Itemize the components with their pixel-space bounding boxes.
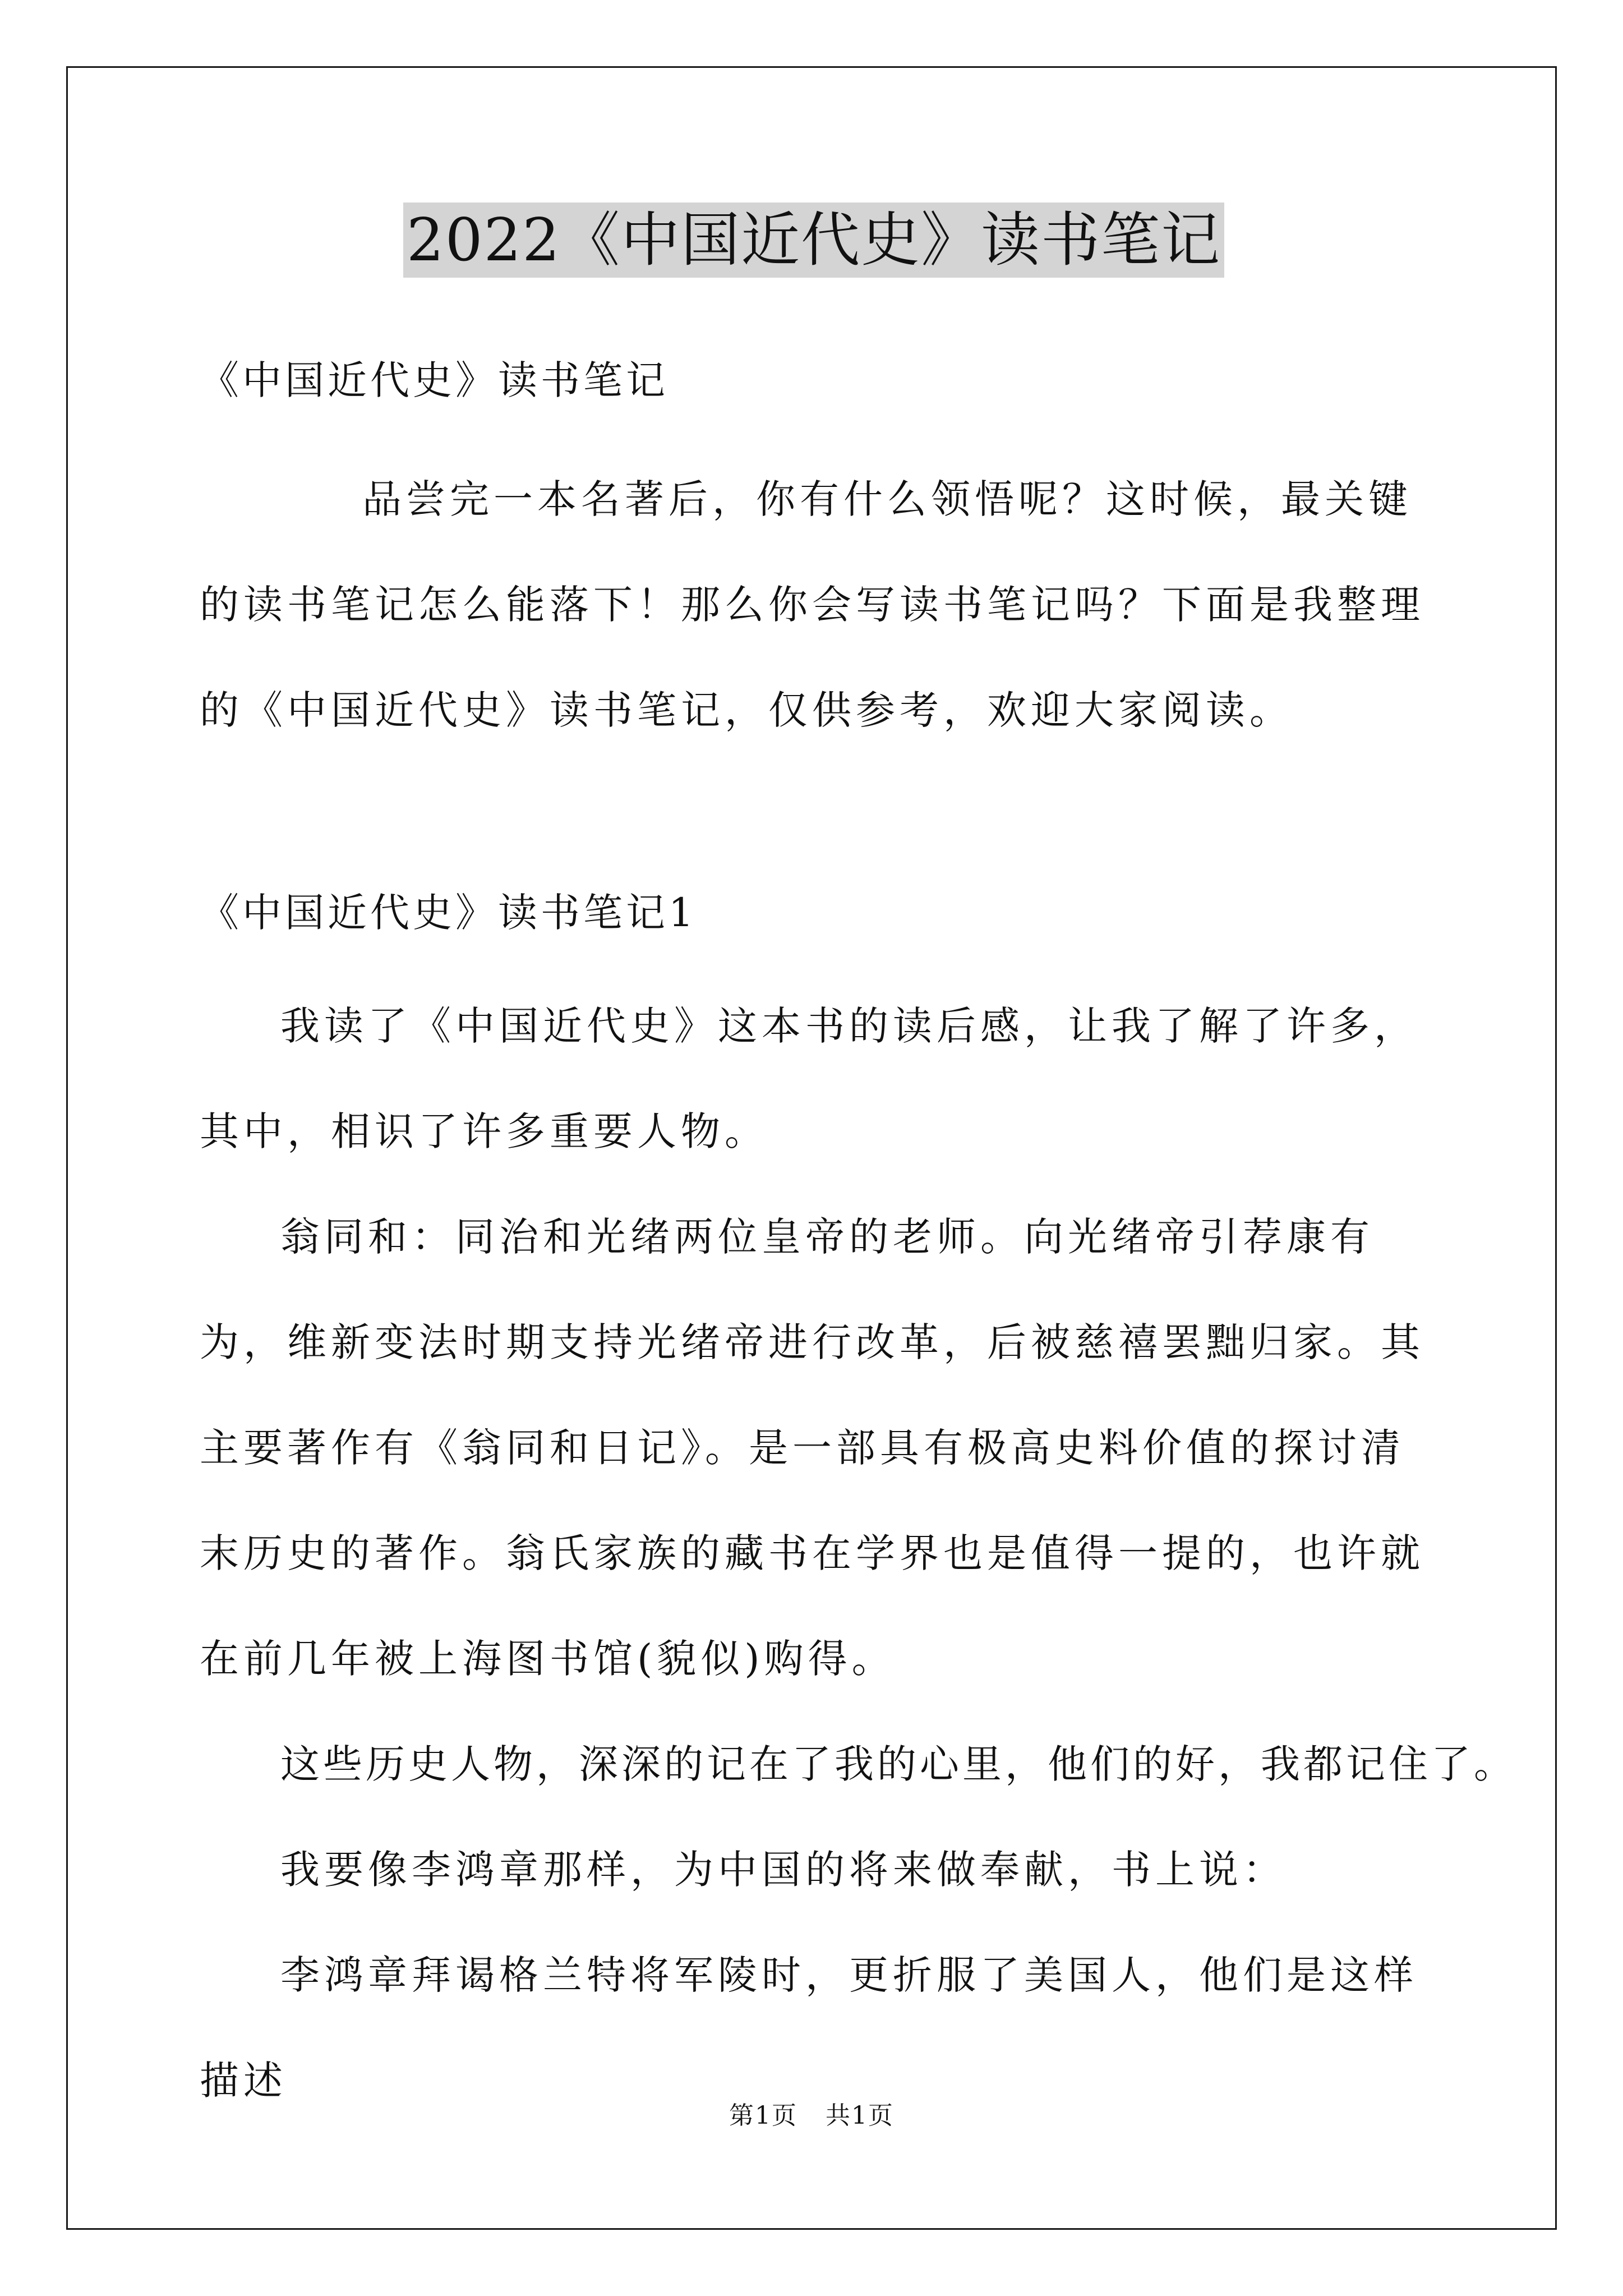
document-title — [200, 201, 1428, 279]
intro-paragraph: 品尝完一本名著后，你有什么领悟呢？这时候，最关键的读书笔记怎么能落下！那么你会写读书笔记吗？下面是我整理的《中国近代史》读书笔记，仅供参考，欢迎大家阅读。 — [200, 476, 1424, 733]
body-paragraph: 李鸿章拜谒格兰特将军陵时，更折服了美国人，他们是这样描述 — [200, 1952, 1418, 2104]
page-total: 共1页 — [826, 2101, 894, 2130]
page-number: 第1页 — [729, 2101, 797, 2130]
document-title-text: 2022《中国近代史》读书笔记 — [403, 203, 1224, 278]
body-paragraph: 这些历史人物，深深的记在了我的心里，他们的好，我都记住了。 — [280, 1741, 1516, 1787]
page-footer — [0, 2099, 1623, 2133]
document-subtitle: 《中国近代史》读书笔记 — [200, 357, 668, 403]
body-paragraph: 翁同和：同治和光绪两位皇帝的老师。向光绪帝引荐康有为，维新变法时期支持光绪帝进行改革，后被慈禧罢黜归家。其主要著作有《翁同和日记》。是一部具有极高史料价值的探讨清末历史的著作。翁氏家族的藏书在学界也是值得一提的，也许就在前几年被上海图书馆(貌似)购得。 — [200, 1214, 1424, 1682]
section-heading: 《中国近代史》读书笔记1 — [200, 890, 697, 936]
body-paragraph: 我读了《中国近代史》这本书的读后感，让我了解了许多，其中，相识了许多重要人物。 — [200, 1003, 1418, 1154]
body-paragraph: 我要像李鸿章那样，为中国的将来做奉献，书上说： — [280, 1847, 1287, 1893]
